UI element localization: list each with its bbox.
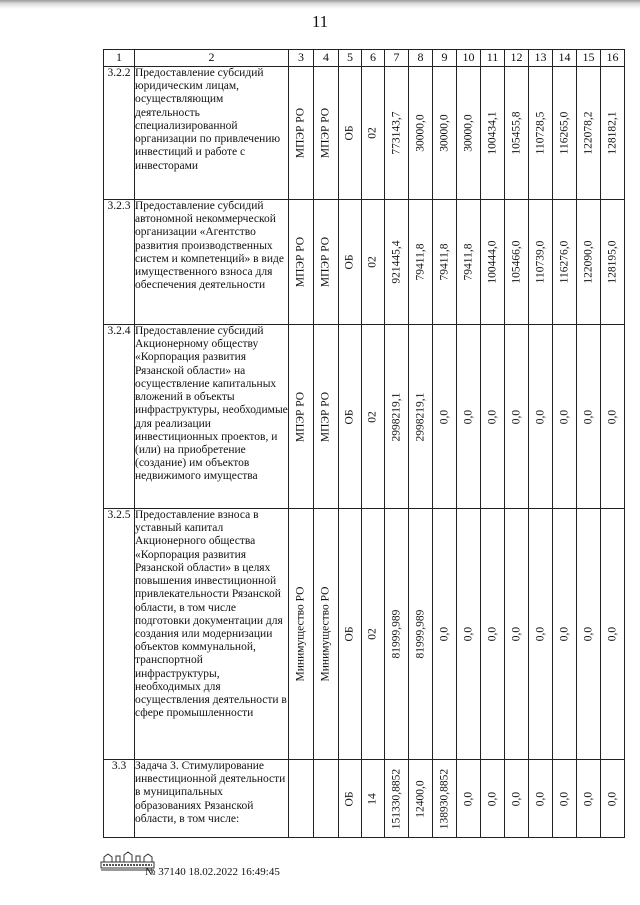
- cell-value: 0,0: [509, 626, 522, 642]
- cell-c12: [505, 325, 529, 509]
- cell-value: 0,0: [581, 791, 594, 806]
- cell-value: 0,0: [533, 409, 546, 424]
- cell-value: 0,0: [581, 626, 594, 642]
- row-description: Предоставление субсидий Акционерному обществу «Корпорация развития Рязанской области» на осуществление капитальных вложений в объекты инфраструктуры, необходимые для реализации инвестиционных проектов, и (или) на приобретение (создание) им объектов недвижимого имущества: [135, 325, 289, 509]
- cell-c11: [481, 760, 505, 838]
- header-cell: 7: [385, 50, 409, 67]
- cell-value: 110739,0: [533, 240, 546, 284]
- cell-c13: [529, 760, 553, 838]
- cell-value: 0,0: [581, 409, 594, 424]
- cell-c16: [601, 760, 625, 838]
- program-table: [103, 49, 625, 838]
- cell-value: ОБ: [343, 791, 356, 806]
- cell-value: 0,0: [437, 626, 450, 642]
- cell-value: 105466,0: [509, 240, 522, 284]
- cell-c6: [362, 509, 385, 760]
- cell-value: 116276,0: [557, 240, 570, 284]
- cell-value: 0,0: [509, 791, 522, 806]
- cell-c14: [553, 67, 577, 200]
- cell-value: 0,0: [533, 626, 546, 642]
- cell-c12: [505, 200, 529, 325]
- table-row: [104, 509, 625, 760]
- header-cell: 14: [553, 50, 577, 67]
- cell-value: МПЭР РО: [319, 391, 332, 442]
- cell-c9: [433, 325, 457, 509]
- cell-c9: [433, 67, 457, 200]
- cell-c3: [289, 760, 314, 838]
- registration-stamp: № 37140 18.02.2022 16:49:45: [145, 866, 280, 878]
- table-row: [104, 200, 625, 325]
- header-cell: 12: [505, 50, 529, 67]
- row-number: 3.2.2: [104, 67, 135, 200]
- cell-c13: [529, 200, 553, 325]
- cell-c5: [339, 760, 362, 838]
- cell-c13: [529, 509, 553, 760]
- cell-c14: [553, 760, 577, 838]
- header-cell: 13: [529, 50, 553, 67]
- cell-c12: [505, 760, 529, 838]
- cell-value: 14: [366, 792, 379, 805]
- cell-value: 0,0: [485, 626, 498, 642]
- cell-value: 151330,8852: [389, 768, 402, 829]
- cell-c8: [409, 760, 433, 838]
- cell-c8: [409, 509, 433, 760]
- cell-value: МПЭР РО: [294, 391, 307, 442]
- cell-c9: [433, 760, 457, 838]
- cell-c16: [601, 200, 625, 325]
- cell-c4: [314, 67, 339, 200]
- cell-value: 0,0: [461, 626, 474, 642]
- cell-c11: [481, 509, 505, 760]
- cell-value: 921445,4: [389, 240, 402, 284]
- cell-value: 0,0: [605, 626, 618, 642]
- cell-value: 138930,8852: [437, 768, 450, 829]
- cell-c8: [409, 200, 433, 325]
- cell-c9: [433, 200, 457, 325]
- cell-value: 30000,0: [413, 114, 426, 152]
- cell-c11: [481, 325, 505, 509]
- cell-c6: [362, 760, 385, 838]
- cell-value: 116265,0: [557, 111, 570, 155]
- cell-value: 110728,5: [533, 111, 546, 155]
- cell-value: МПЭР РО: [294, 107, 307, 159]
- cell-value: 02: [366, 410, 379, 423]
- cell-c14: [553, 325, 577, 509]
- cell-c15: [577, 200, 601, 325]
- cell-c12: [505, 509, 529, 760]
- cell-value: 2998219,1: [413, 392, 426, 441]
- cell-c10: [457, 325, 481, 509]
- cell-c5: [339, 67, 362, 200]
- cell-value: 0,0: [605, 791, 618, 806]
- cell-c7: [385, 325, 409, 509]
- cell-c3: [289, 200, 314, 325]
- page-number: 11: [311, 12, 329, 31]
- cell-value: 100444,0: [485, 240, 498, 284]
- header-cell: 10: [457, 50, 481, 67]
- cell-value: Минимущество РО: [319, 586, 332, 682]
- scan-edge: [0, 0, 640, 9]
- cell-value: 30000,0: [437, 114, 450, 152]
- row-description: Предоставление взноса в уставный капитал Акционерного общества «Корпорация развития Рязанской области» в целях повышения инвестиционной привлекательности Рязанской области, в том числе подготовки документации для создания или модернизации объектов коммунальной, транспортной инфраструктуры, необходимых для осуществления деятельности в сфере промышленности: [135, 509, 289, 760]
- header-cell: 11: [481, 50, 505, 67]
- cell-c3: [289, 67, 314, 200]
- cell-c7: [385, 760, 409, 838]
- cell-value: 02: [366, 256, 379, 268]
- header-cell: 5: [339, 50, 362, 67]
- cell-value: МПЭР РО: [319, 236, 332, 288]
- cell-value: 100434,1: [485, 111, 498, 155]
- cell-c15: [577, 67, 601, 200]
- cell-value: 02: [366, 628, 379, 640]
- cell-c16: [601, 509, 625, 760]
- cell-c6: [362, 325, 385, 509]
- cell-c14: [553, 200, 577, 325]
- cell-value: 128195,0: [605, 240, 618, 284]
- cell-value: ОБ: [343, 626, 356, 642]
- cell-c11: [481, 200, 505, 325]
- cell-c13: [529, 325, 553, 509]
- cell-value: 0,0: [533, 791, 546, 806]
- cell-c10: [457, 509, 481, 760]
- cell-c16: [601, 325, 625, 509]
- table-row: [104, 325, 625, 509]
- row-number: 3.3: [104, 760, 135, 838]
- cell-value: ОБ: [343, 409, 356, 424]
- cell-value: 122090,0: [581, 240, 594, 284]
- cell-c10: [457, 67, 481, 200]
- cell-c15: [577, 325, 601, 509]
- table-row: [104, 67, 625, 200]
- cell-c3: [289, 325, 314, 509]
- cell-value: 12400,0: [413, 779, 426, 818]
- cell-value: 0,0: [557, 409, 570, 424]
- cell-value: 0,0: [485, 791, 498, 806]
- cell-c15: [577, 760, 601, 838]
- cell-value: 79411,8: [461, 243, 474, 281]
- cell-value: Минимущество РО: [294, 586, 307, 682]
- cell-c13: [529, 67, 553, 200]
- cell-c11: [481, 67, 505, 200]
- cell-c4: [314, 760, 339, 838]
- cell-value: 81999,989: [413, 609, 426, 659]
- cell-value: ОБ: [343, 125, 356, 141]
- cell-c5: [339, 509, 362, 760]
- cell-c3: [289, 509, 314, 760]
- header-cell: 3: [289, 50, 314, 67]
- cell-value: 2998219,1: [389, 392, 402, 441]
- cell-value: 773143,7: [389, 111, 402, 155]
- cell-value: 02: [366, 127, 379, 139]
- cell-c15: [577, 509, 601, 760]
- cell-value: 0,0: [605, 409, 618, 424]
- cell-c10: [457, 200, 481, 325]
- cell-value: 0,0: [461, 791, 474, 806]
- row-description: Предоставление субсидий юридическим лицам, осуществляющим деятельность специализированной организации по привлечению инвестиций и работе с инвесторами: [135, 67, 289, 200]
- cell-value: 79411,8: [413, 243, 426, 281]
- cell-c16: [601, 67, 625, 200]
- cell-c14: [553, 509, 577, 760]
- cell-value: 128182,1: [605, 111, 618, 155]
- cell-c8: [409, 325, 433, 509]
- cell-value: 79411,8: [437, 243, 450, 281]
- cell-value: МПЭР РО: [294, 236, 307, 288]
- cell-c7: [385, 67, 409, 200]
- cell-c7: [385, 509, 409, 760]
- cell-c5: [339, 200, 362, 325]
- cell-c4: [314, 509, 339, 760]
- cell-value: 0,0: [509, 409, 522, 424]
- header-cell: 1: [104, 50, 135, 67]
- table-row: [104, 760, 625, 838]
- header-cell: 2: [135, 50, 289, 67]
- cell-value: ОБ: [343, 254, 356, 270]
- cell-value: 0,0: [437, 409, 450, 424]
- header-cell: 6: [362, 50, 385, 67]
- row-description: Предоставление субсидий автономной некоммерческой организации «Агентство развития производственных систем и компетенций» в виде имущественного взноса для обеспечения деятельности: [135, 200, 289, 325]
- cell-c5: [339, 325, 362, 509]
- cell-c7: [385, 200, 409, 325]
- header-cell: 4: [314, 50, 339, 67]
- cell-c8: [409, 67, 433, 200]
- cell-c6: [362, 200, 385, 325]
- row-description: Задача 3. Стимулирование инвестиционной деятельности в муниципальных образованиях Рязанской области, в том числе:: [135, 760, 289, 838]
- row-number: 3.2.3: [104, 200, 135, 325]
- cell-value: 122078,2: [581, 111, 594, 155]
- cell-value: 0,0: [485, 409, 498, 424]
- header-cell: 9: [433, 50, 457, 67]
- cell-value: 0,0: [557, 791, 570, 806]
- row-number: 3.2.5: [104, 509, 135, 760]
- cell-value: 30000,0: [461, 114, 474, 152]
- header-cell: 15: [577, 50, 601, 67]
- cell-c6: [362, 67, 385, 200]
- cell-value: 105455,8: [509, 111, 522, 155]
- cell-c4: [314, 325, 339, 509]
- cell-c9: [433, 509, 457, 760]
- cell-value: 81999,989: [389, 609, 402, 659]
- cell-value: МПЭР РО: [319, 107, 332, 159]
- header-cell: 16: [601, 50, 625, 67]
- cell-c10: [457, 760, 481, 838]
- cell-value: 0,0: [557, 626, 570, 642]
- cell-c4: [314, 200, 339, 325]
- cell-value: 0,0: [461, 409, 474, 424]
- header-cell: 8: [409, 50, 433, 67]
- cell-c12: [505, 67, 529, 200]
- table-header-row: [104, 50, 625, 67]
- row-number: 3.2.4: [104, 325, 135, 509]
